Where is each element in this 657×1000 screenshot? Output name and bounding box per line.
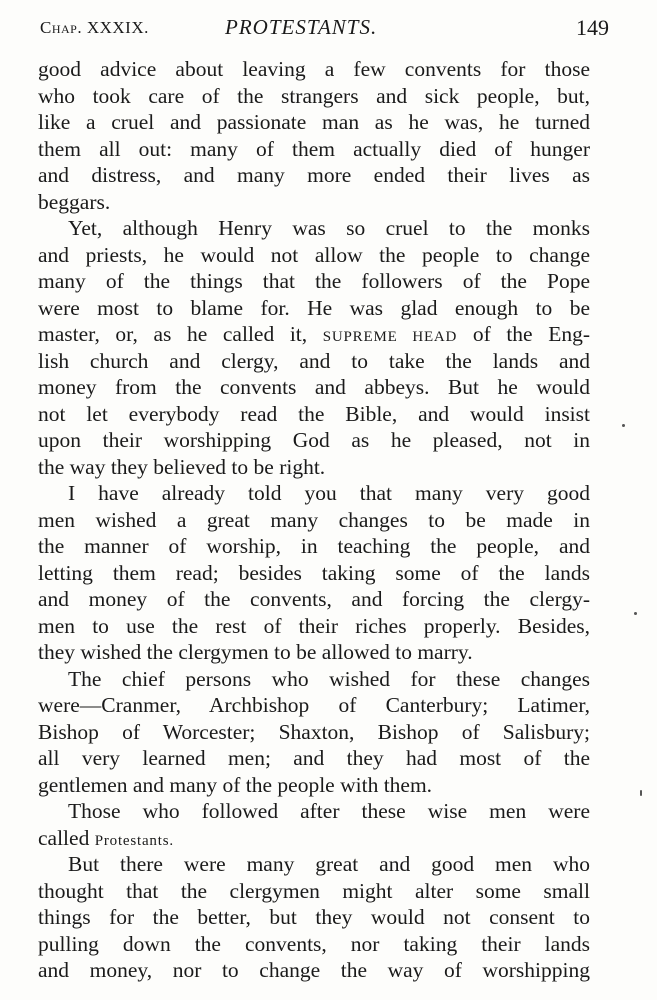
text-line: and money, nor to change the way of worshipping [38, 958, 590, 982]
running-title: PROTESTANTS. [225, 15, 378, 39]
text-line: were most to blame for. He was glad enough to be [38, 295, 590, 320]
text-line: But there were many great and good men who [68, 852, 590, 876]
text-line: many of the things that the followers of the Pope [38, 269, 590, 293]
text-fragment: of the Eng- [472, 322, 590, 346]
text-line: letting them read; besides taking some of the lands [38, 560, 590, 585]
text-line [38, 321, 590, 348]
text-line: men wished a great many changes to be made in [38, 507, 590, 532]
text-line: beggars. [38, 189, 111, 214]
text-line: they wished the clergymen to be allowed to marry. [38, 640, 473, 664]
ink-speck [622, 424, 625, 427]
text-line: things for the better, but they would not consent to [38, 905, 590, 929]
text-line: the manner of worship, in teaching the people, and [38, 534, 590, 558]
text-fragment: called [38, 825, 90, 850]
text-line: gentlemen and many of the people with them. [38, 772, 433, 797]
text-line: lish church and clergy, and to take the lands and [38, 348, 590, 373]
text-line: the way they believed to be right. [38, 454, 326, 479]
page-number: 149 [576, 15, 609, 40]
text-line: upon their worshipping God as he pleased, not in [38, 428, 590, 452]
text-line [38, 825, 590, 852]
text-line: and money of the convents, and forcing the clergy- [38, 587, 590, 611]
text-line: Bishop of Worcester; Shaxton, Bishop of Salisbury; [38, 719, 590, 744]
text-line: good advice about leaving a few convents for those [38, 57, 590, 81]
small-caps-term: SUPREME HEAD [322, 329, 458, 345]
text-line: who took care of the strangers and sick people, but, [38, 83, 590, 108]
text-line: and distress, and many more ended their lives as [38, 163, 590, 187]
ink-speck [634, 612, 637, 615]
small-caps-term: Protestants. [94, 832, 174, 849]
text-line: Yet, although Henry was so cruel to the monks [68, 216, 590, 240]
running-header [40, 12, 617, 46]
text-line: all very learned men; and they had most of the [38, 746, 590, 770]
chapter-label: Chap. XXXIX. [40, 18, 149, 37]
text-fragment: master, or, as he called it, [38, 322, 308, 346]
text-line: men to use the rest of their riches properly. Besides, [38, 613, 590, 638]
text-line: The chief persons who wished for these changes [68, 666, 590, 691]
text-line: them all out: many of them actually died of hunger [38, 136, 590, 161]
text-line: not let everybody read the Bible, and would insist [38, 401, 590, 426]
text-line: like a cruel and passionate man as he was, he turned [38, 110, 590, 134]
body-text [38, 56, 590, 984]
text-line: I have already told you that many very good [68, 481, 590, 505]
ink-speck [640, 790, 642, 796]
text-line: thought that the clergymen might alter some small [38, 878, 590, 903]
text-line: were—Cranmer, Archbishop of Canterbury; Latimer, [38, 693, 590, 717]
text-line: Those who followed after these wise men were [68, 799, 590, 823]
text-line: pulling down the convents, nor taking their lands [38, 931, 590, 956]
text-line: money from the convents and abbeys. But he would [38, 375, 590, 399]
text-line: and priests, he would not allow the people to change [38, 242, 590, 267]
